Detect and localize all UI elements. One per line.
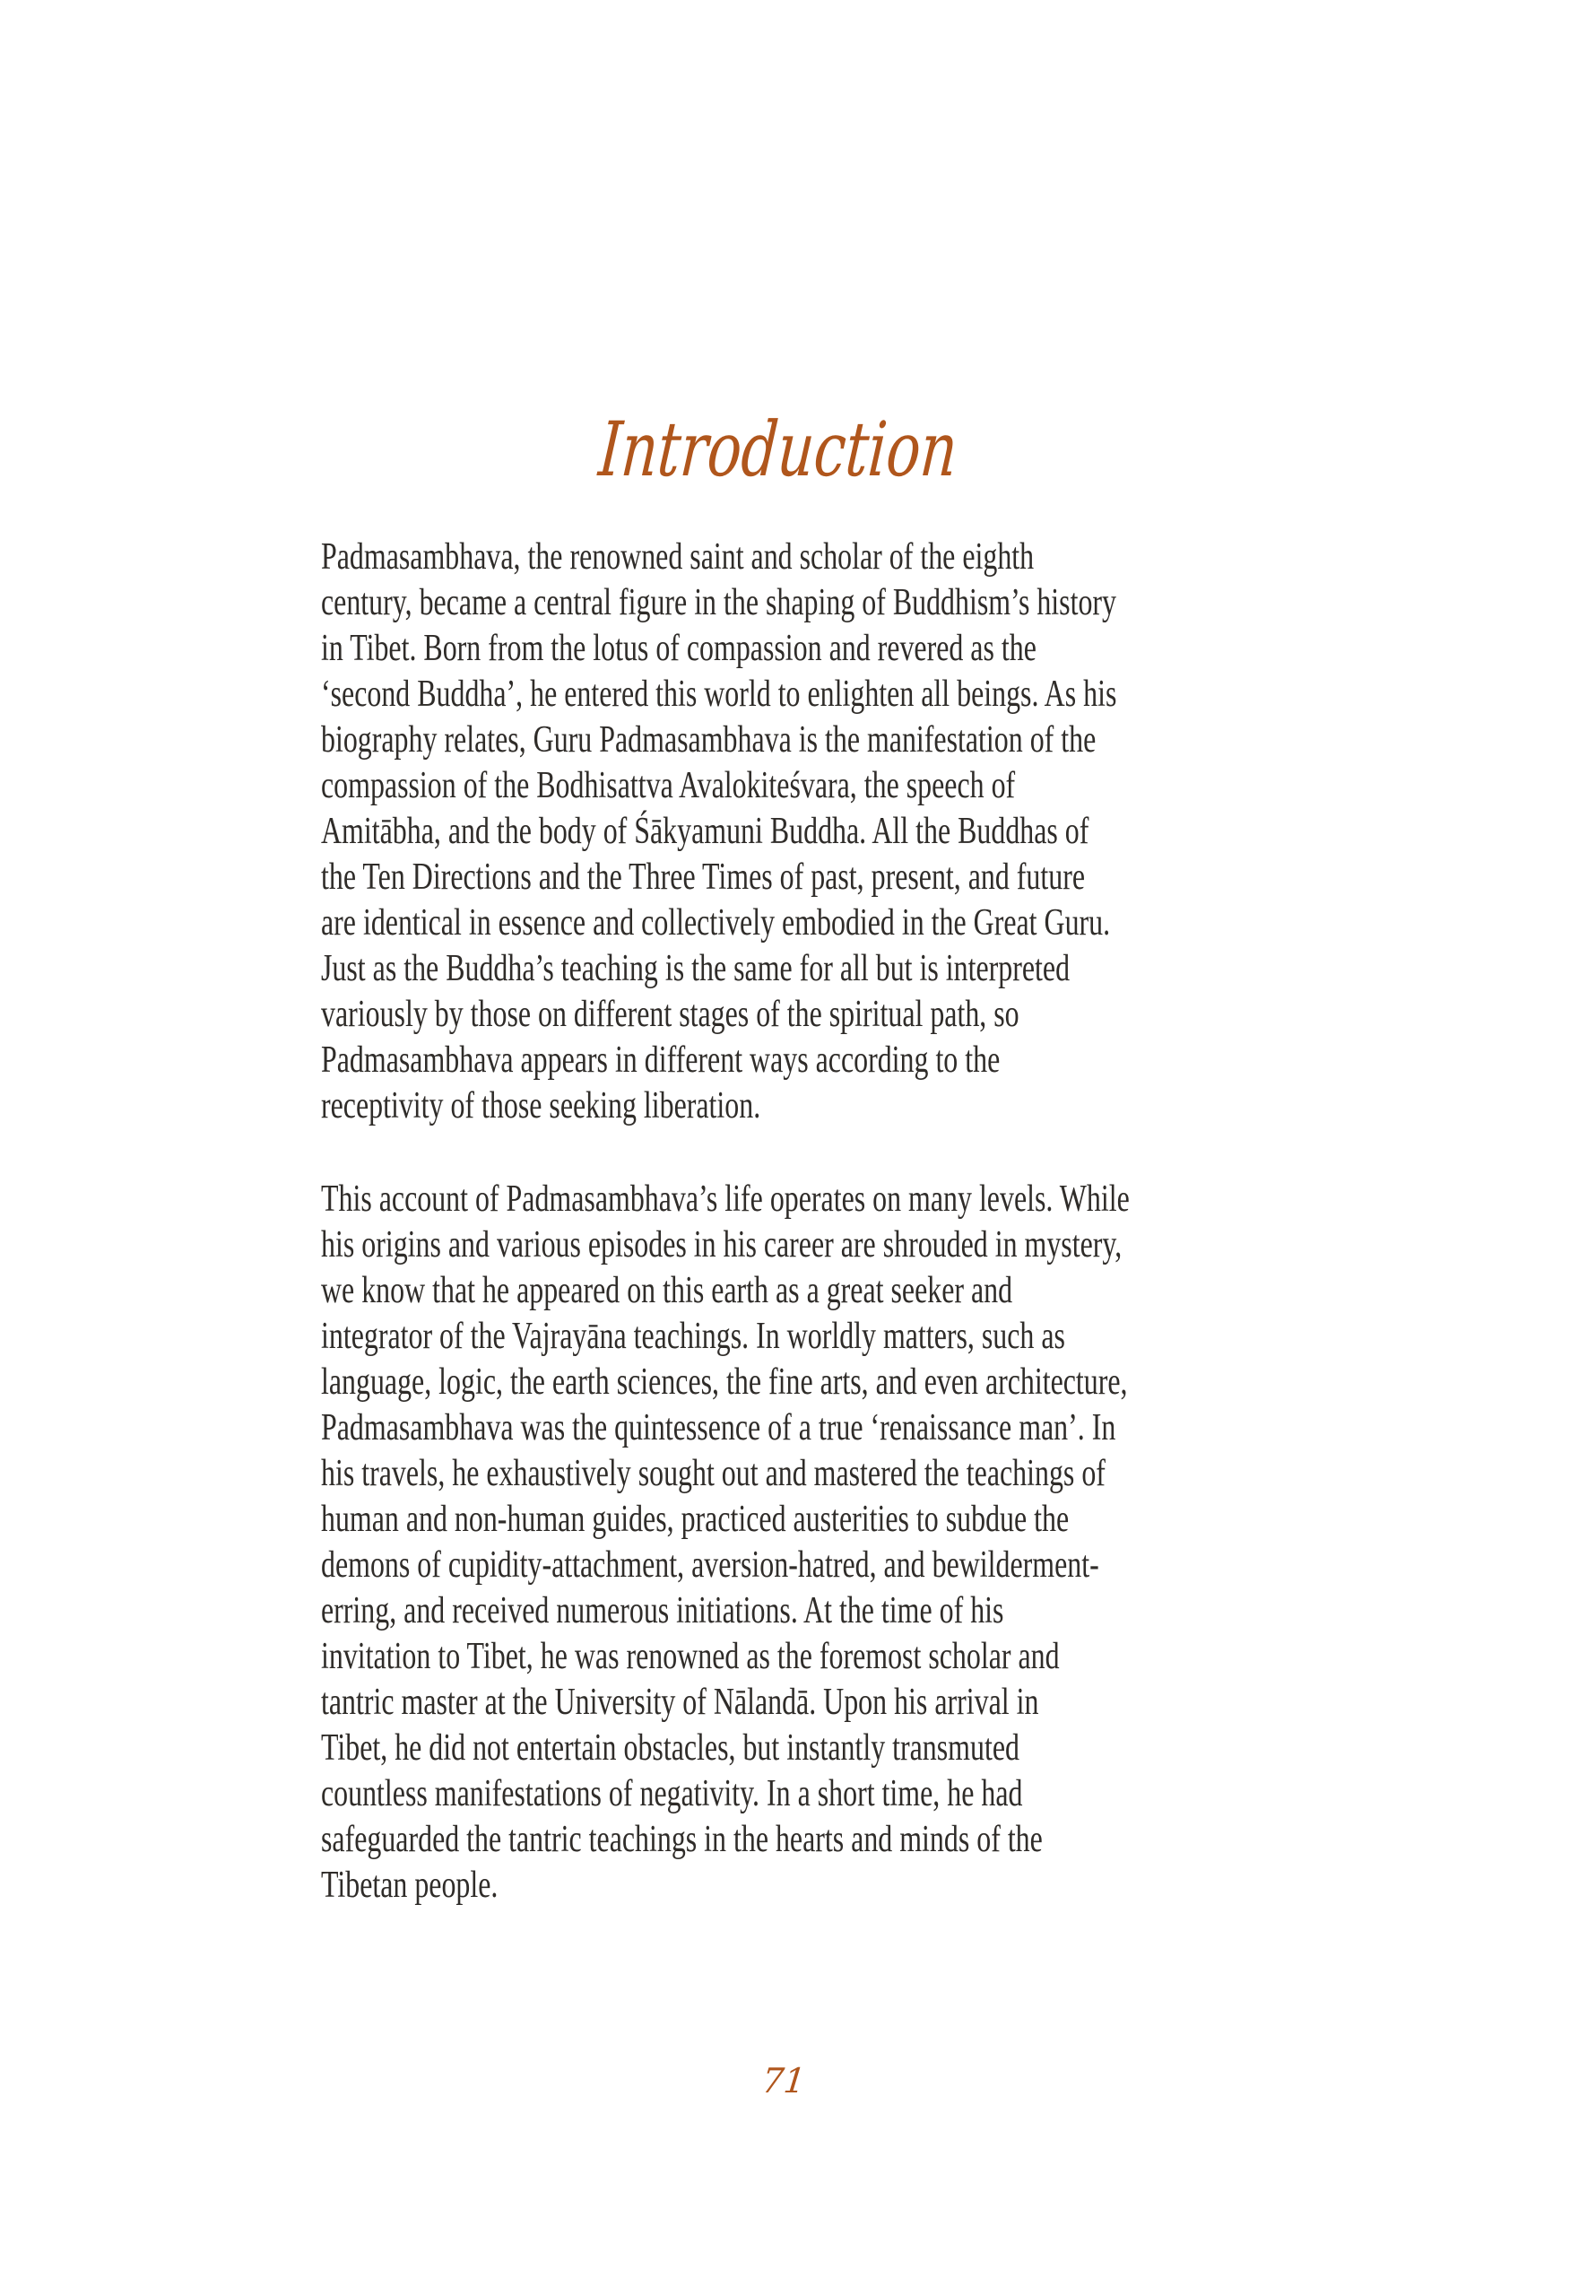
text-line: countless manifestations of negativity. In a short time, he had (321, 1773, 1023, 1814)
text-line: Padmasambhava, the renowned saint and scholar of the eighth (321, 536, 1035, 578)
page-number (0, 2058, 1596, 2103)
text-line: human and non-human guides, practiced austerities to subdue the (321, 1499, 1070, 1540)
text-line: ‘second Buddha’, he entered this world to enlighten all beings. As his (321, 674, 1117, 715)
text-line: Tibet, he did not entertain obstacles, but instantly transmuted (321, 1727, 1019, 1769)
text-line: Tibetan people. (321, 1865, 499, 1906)
text-line: safeguarded the tantric teachings in the hearts and minds of the (321, 1819, 1043, 1860)
text-line: compassion of the Bodhisattva Avalokiteśvara, the speech of (321, 765, 1016, 806)
text-line: his travels, he exhaustively sought out and mastered the teachings of (321, 1453, 1106, 1494)
text-line: language, logic, the earth sciences, the fine arts, and even architecture, (321, 1361, 1128, 1403)
text-line: receptivity of those seeking liberation. (321, 1085, 761, 1126)
chapter-title-text: Introduction (595, 405, 961, 493)
text-line: are identical in essence and collectively embodied in the Great Guru. (321, 902, 1111, 944)
text-line: variously by those on different stages of the spiritual path, so (321, 994, 1019, 1035)
paragraph (321, 1177, 1289, 1909)
text-line: we know that he appeared on this earth as a great seeker and (321, 1270, 1013, 1311)
text-line: Just as the Buddha’s teaching is the same for all but is interpreted (321, 948, 1071, 989)
text-line: in Tibet. Born from the lotus of compassion and revered as the (321, 628, 1037, 669)
text-line: the Ten Directions and the Three Times of past, present, and future (321, 857, 1086, 898)
chapter-title (0, 391, 1596, 508)
text-line: invitation to Tibet, he was renowned as the foremost scholar and (321, 1636, 1060, 1677)
text-line: Amitābha, and the body of Śākyamuni Buddha. All the Buddhas of (321, 811, 1089, 852)
text-line: biography relates, Guru Padmasambhava is the manifestation of the (321, 719, 1097, 761)
text-line: integrator of the Vajrayāna teachings. In worldly matters, such as (321, 1316, 1065, 1357)
text-line: tantric master at the University of Nālandā. Upon his arrival in (321, 1682, 1039, 1723)
page-number-text: 71 (759, 2061, 808, 2100)
paragraph (321, 535, 1289, 1129)
text-line: erring, and received numerous initiations. At the time of his (321, 1590, 1004, 1631)
text-line: Padmasambhava appears in different ways according to the (321, 1039, 1001, 1081)
text-line: his origins and various episodes in his career are shrouded in mystery, (321, 1224, 1123, 1265)
text-line: demons of cupidity-attachment, aversion-hatred, and bewilderment- (321, 1544, 1099, 1586)
text-line: This account of Padmasambhava’s life operates on many levels. While (321, 1178, 1130, 1220)
text-line: Padmasambhava was the quintessence of a true ‘renaissance man’. In (321, 1407, 1116, 1448)
text-line: century, became a central figure in the shaping of Buddhism’s history (321, 582, 1117, 623)
body-text (321, 535, 1289, 1909)
